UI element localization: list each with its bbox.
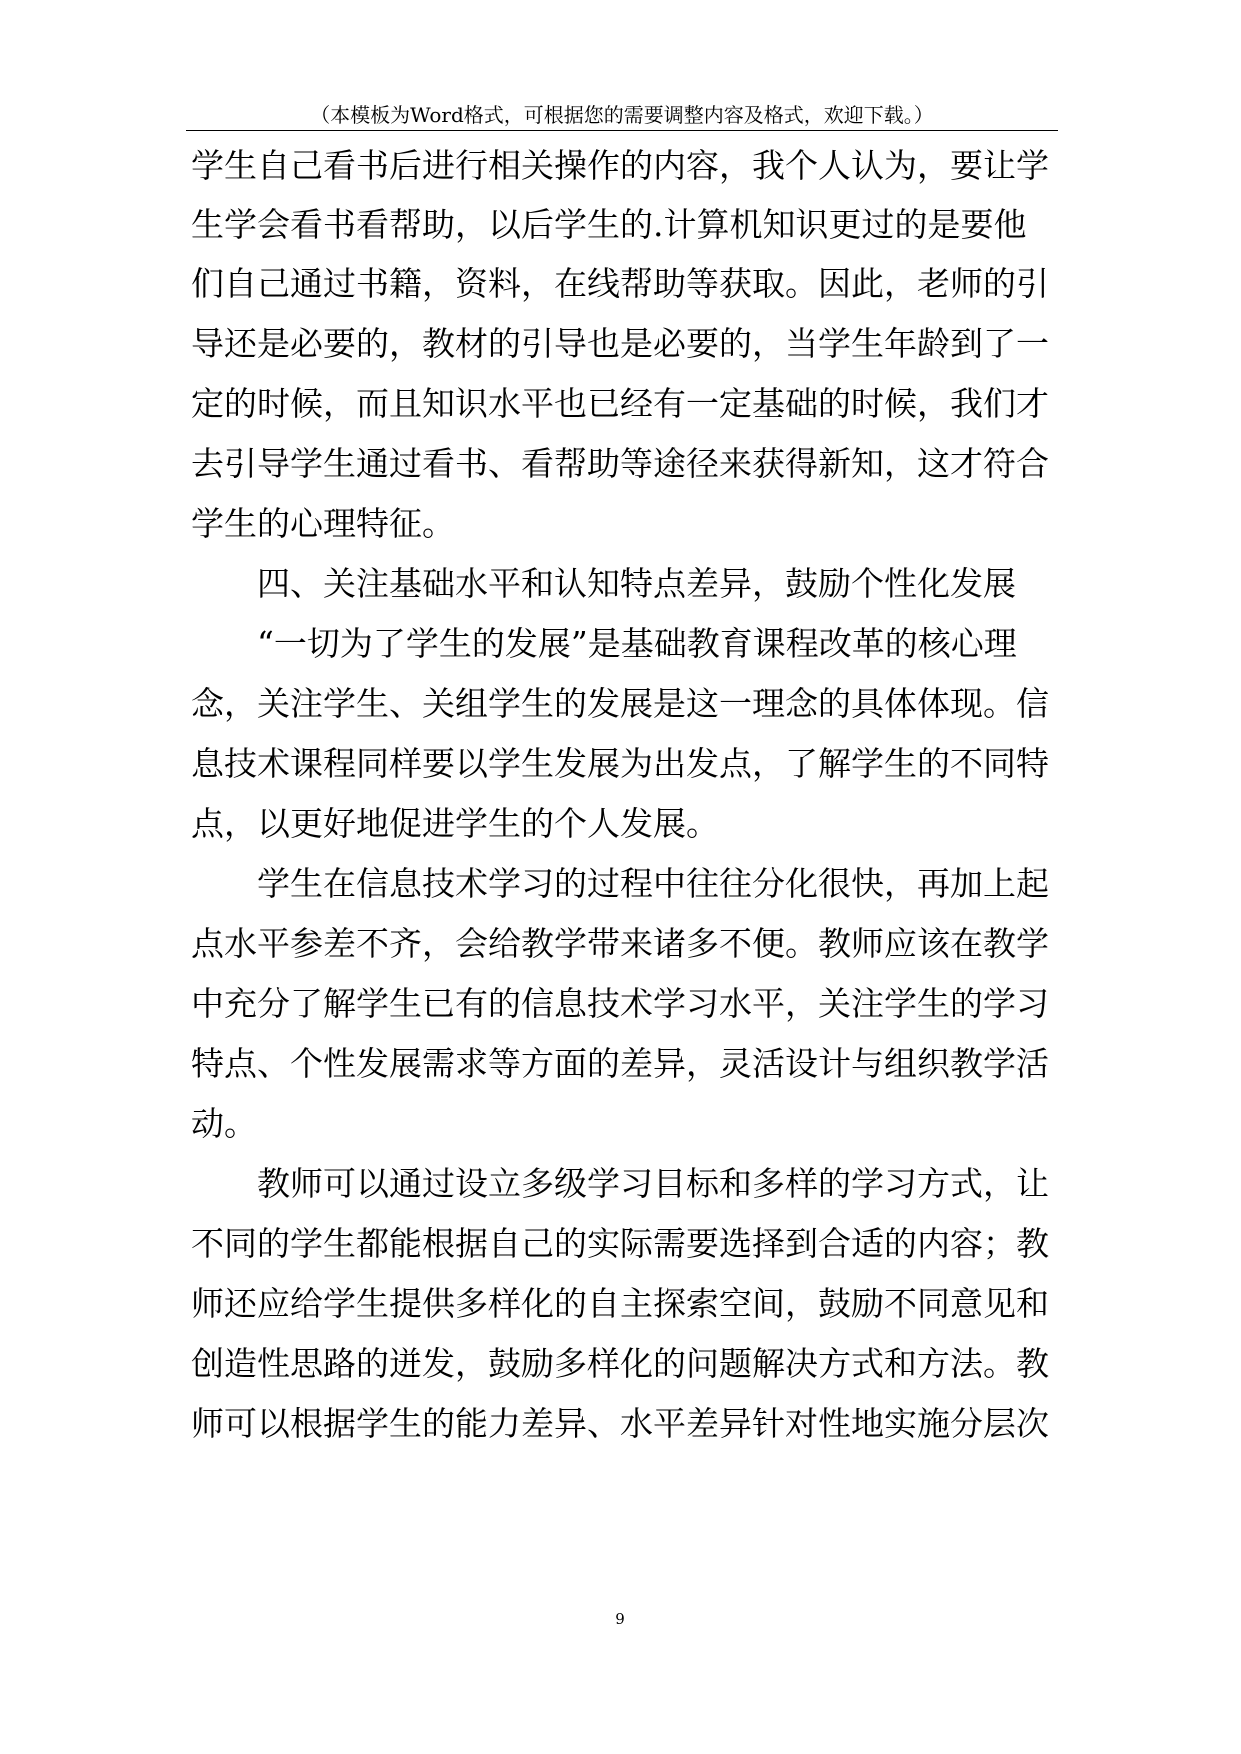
text-line: 学生在信息技术学习的过程中往往分化很快，再加上起 bbox=[257, 864, 1049, 903]
text-line: 师还应给学生提供多样化的自主探索空间，鼓励不同意见和 bbox=[191, 1284, 1049, 1323]
text-line: 念，关注学生、关组学生的发展是这一理念的具体体现。信 bbox=[191, 684, 1049, 723]
text-line: 学生的心理特征。 bbox=[191, 504, 455, 543]
text-line: “一切为了学生的发展”是基础教育课程改革的核心理 bbox=[257, 624, 1017, 663]
text-line: 点，以更好地促进学生的个人发展。 bbox=[191, 804, 719, 843]
text-line: 师可以根据学生的能力差异、水平差异针对性地实施分层次 bbox=[191, 1404, 1049, 1443]
text-line: 学生自己看书后进行相关操作的内容，我个人认为，要让学 bbox=[191, 146, 1049, 185]
page-header: （本模板为Word格式，可根据您的需要调整内容及格式，欢迎下载。） bbox=[310, 103, 934, 127]
text-line: 息技术课程同样要以学生发展为出发点，了解学生的不同特 bbox=[191, 744, 1049, 783]
text-line: 去引导学生通过看书、看帮助等途径来获得新知，这才符合 bbox=[191, 444, 1049, 483]
text-line: 不同的学生都能根据自己的实际需要选择到合适的内容；教 bbox=[191, 1224, 1049, 1263]
text-line: 特点、个性发展需求等方面的差异，灵活设计与组织教学活 bbox=[191, 1044, 1049, 1083]
text-line: 生学会看书看帮助，以后学生的.计算机知识更过的是要他 bbox=[191, 205, 1027, 244]
text-line: 中充分了解学生已有的信息技术学习水平，关注学生的学习 bbox=[191, 984, 1049, 1023]
text-line: 动。 bbox=[191, 1104, 257, 1143]
header-divider bbox=[186, 130, 1058, 131]
text-line: 们自己通过书籍，资料，在线帮助等获取。因此，老师的引 bbox=[191, 264, 1049, 303]
text-line: 点水平参差不齐，会给教学带来诸多不便。教师应该在教学 bbox=[191, 924, 1049, 963]
text-line: 创造性思路的迸发，鼓励多样化的问题解决方式和方法。教 bbox=[191, 1344, 1049, 1383]
text-line: 定的时候，而且知识水平也已经有一定基础的时候，我们才 bbox=[191, 384, 1049, 423]
section-heading: 四、关注基础水平和认知特点差异，鼓励个性化发展 bbox=[257, 564, 1016, 603]
text-line: 导还是必要的，教材的引导也是必要的，当学生年龄到了一 bbox=[191, 324, 1049, 363]
text-line: 教师可以通过设立多级学习目标和多样的学习方式，让 bbox=[257, 1164, 1049, 1203]
page-number: 9 bbox=[615, 1610, 625, 1628]
